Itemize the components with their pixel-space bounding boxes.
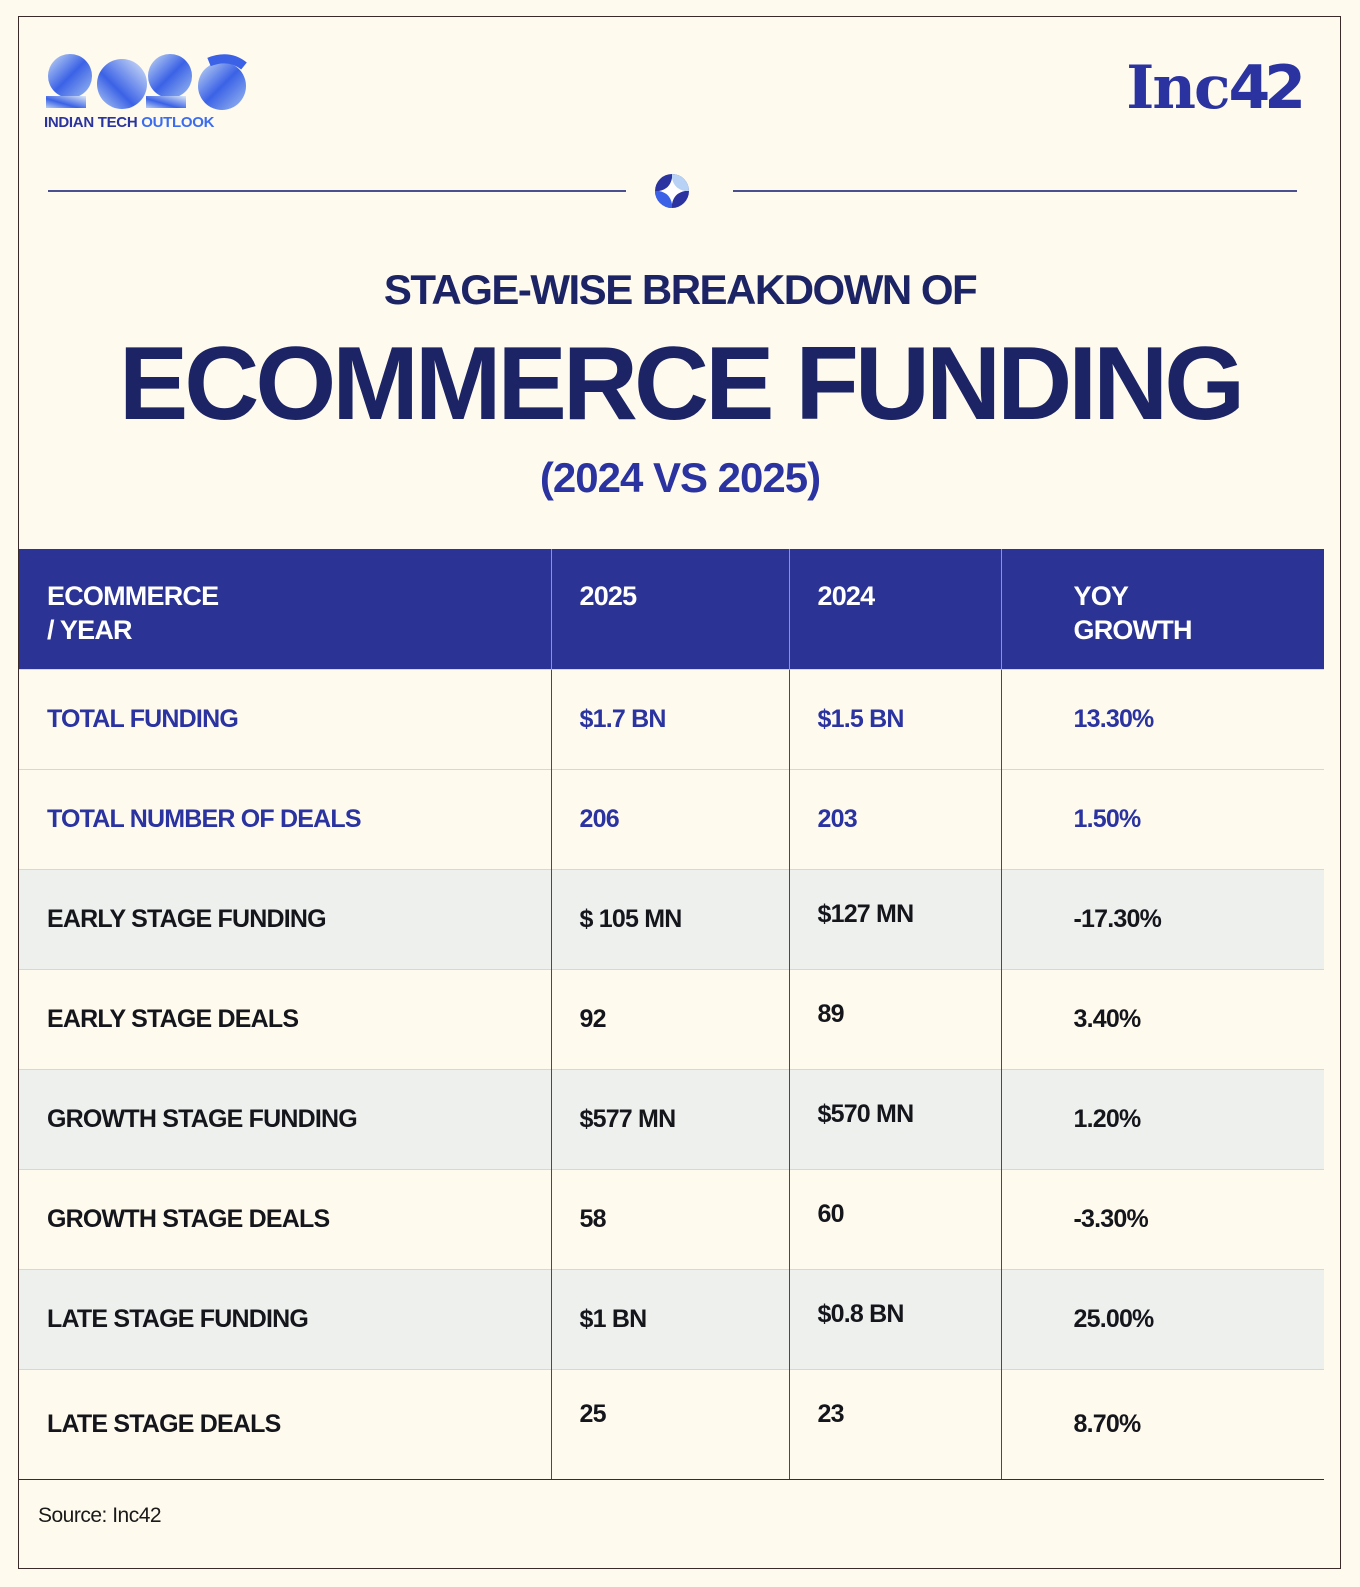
metric-cell: GROWTH STAGE FUNDING — [19, 1069, 551, 1169]
yoy-cell: 25.00% — [1001, 1269, 1324, 1369]
metric-cell: GROWTH STAGE DEALS — [19, 1169, 551, 1269]
metric-cell: LATE STAGE DEALS — [19, 1369, 551, 1479]
yoy-cell: 3.40% — [1001, 969, 1324, 1069]
title-subtitle: (2024 VS 2025) — [539, 454, 821, 501]
value-2024-cell: $0.8 BN — [789, 1269, 1001, 1369]
value-2024-cell: 60 — [789, 1169, 1001, 1269]
yoy-cell: -17.30% — [1001, 869, 1324, 969]
table-row — [19, 769, 1324, 869]
column-header-2025: 2025 — [551, 549, 789, 669]
divider-left — [48, 190, 626, 192]
value-2025-cell: $ 105 MN — [551, 869, 789, 969]
metric-cell: TOTAL FUNDING — [19, 669, 551, 769]
table-row — [19, 1369, 1324, 1479]
logo-subtitle-part-b: OUTLOOK — [141, 114, 215, 131]
value-2024-cell: $570 MN — [789, 1069, 1001, 1169]
value-2025-cell: 92 — [551, 969, 789, 1069]
sparkle-star-icon — [654, 173, 690, 209]
value-2025-cell: $577 MN — [551, 1069, 789, 1169]
value-2024-cell: 89 — [789, 969, 1001, 1069]
table-row — [19, 1269, 1324, 1369]
table-row — [19, 1169, 1324, 1269]
source-note: Source: Inc42 — [38, 1504, 162, 1527]
inc42-logo-text: Inc — [1126, 53, 1229, 123]
table-row — [19, 669, 1324, 769]
title-kicker: STAGE-WISE BREAKDOWN OF — [383, 266, 977, 313]
page-title: ECOMMERCE FUNDING — [118, 326, 1242, 442]
value-2024-cell: 203 — [789, 769, 1001, 869]
value-2025-cell: $1 BN — [551, 1269, 789, 1369]
indian-tech-outlook-logo — [44, 52, 254, 131]
value-2024-cell: $1.5 BN — [789, 669, 1001, 769]
inc42-logo-number: 42 — [1228, 53, 1300, 123]
yoy-cell: 1.20% — [1001, 1069, 1324, 1169]
yoy-cell: 1.50% — [1001, 769, 1324, 869]
value-2024-cell: $127 MN — [789, 869, 1001, 969]
column-header-metric: ECOMMERCE / YEAR — [19, 549, 551, 669]
column-header-2024: 2024 — [789, 549, 1001, 669]
value-2024-cell: 23 — [789, 1369, 1001, 1479]
table-row — [19, 869, 1324, 969]
metric-cell: TOTAL NUMBER OF DEALS — [19, 769, 551, 869]
divider-right — [733, 190, 1297, 192]
metric-cell: EARLY STAGE DEALS — [19, 969, 551, 1069]
metric-cell: LATE STAGE FUNDING — [19, 1269, 551, 1369]
value-2025-cell: 25 — [551, 1369, 789, 1479]
column-header-yoy: YOY GROWTH — [1001, 549, 1324, 669]
funding-table — [19, 549, 1324, 1480]
table-header-row — [19, 549, 1324, 669]
table-row — [19, 969, 1324, 1069]
value-2025-cell: $1.7 BN — [551, 669, 789, 769]
metric-cell: EARLY STAGE FUNDING — [19, 869, 551, 969]
inc42-logo — [1126, 53, 1300, 123]
2026-logo-icon — [44, 52, 249, 112]
value-2025-cell: 206 — [551, 769, 789, 869]
yoy-cell: -3.30% — [1001, 1169, 1324, 1269]
value-2025-cell: 58 — [551, 1169, 789, 1269]
yoy-cell: 8.70% — [1001, 1369, 1324, 1479]
table-row — [19, 1069, 1324, 1169]
logo-subtitle-part-a: INDIAN TECH — [44, 114, 138, 131]
yoy-cell: 13.30% — [1001, 669, 1324, 769]
